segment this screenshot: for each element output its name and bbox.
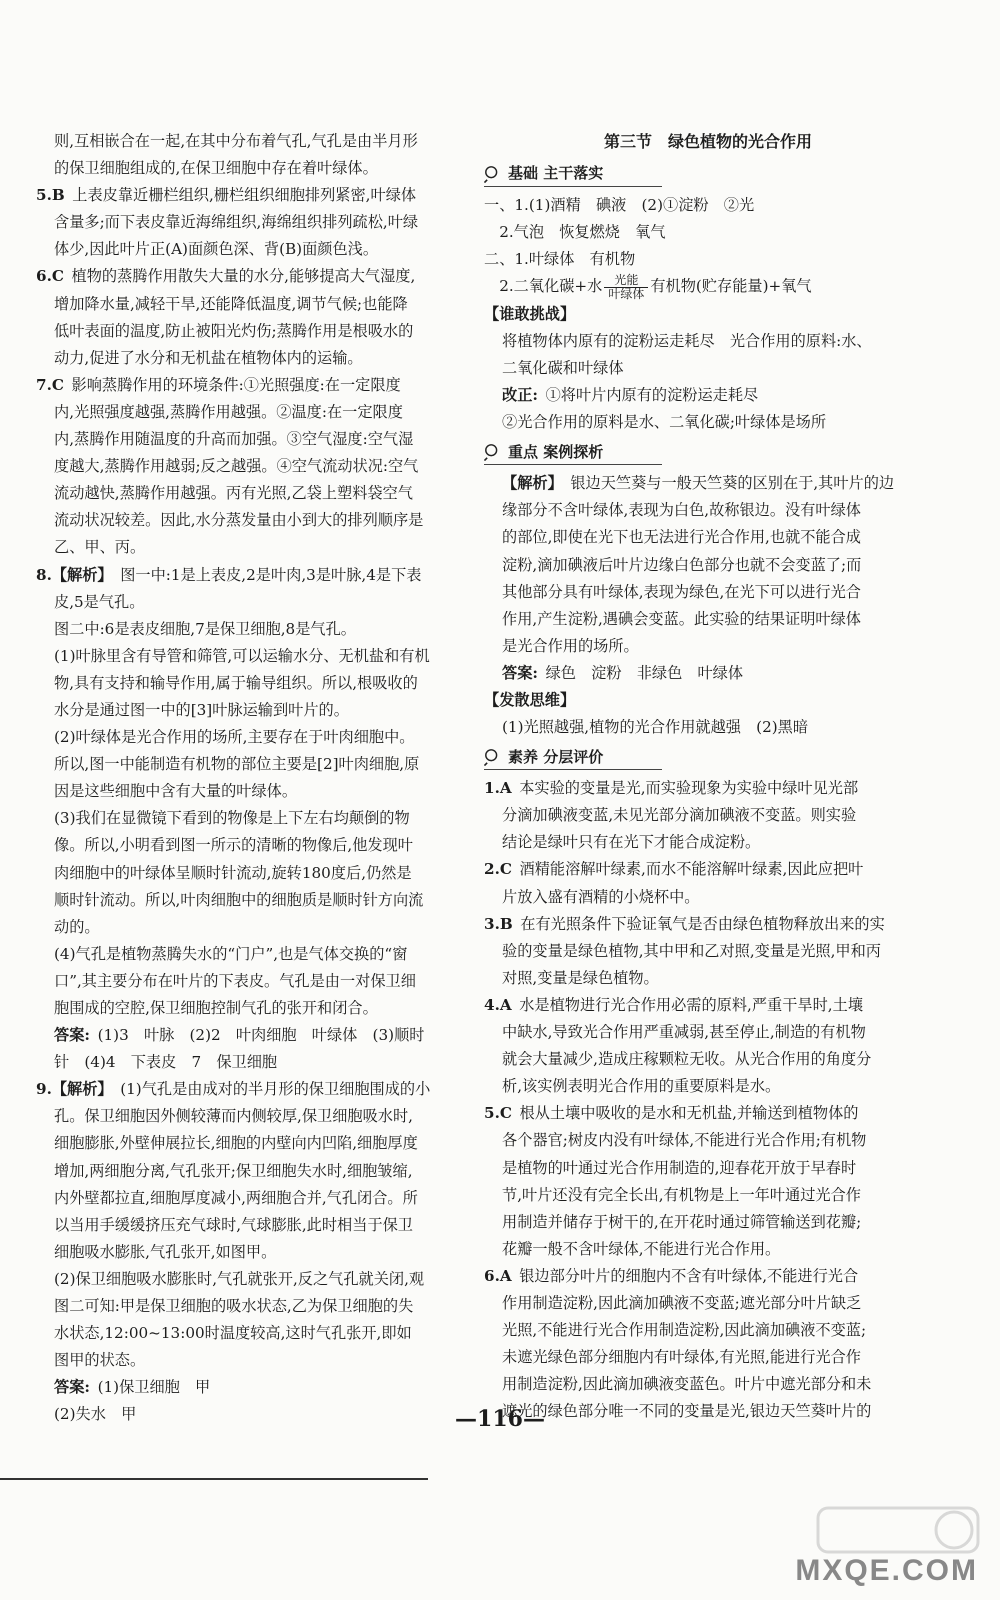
text-line xyxy=(36,1239,468,1266)
line-text: 以当用手缓缓挤压充气球时,气球膨胀,此时相当于保卫 xyxy=(54,1215,413,1234)
line-text: 未遮光绿色部分细胞内有叶绿体,有光照,能进行光合作 xyxy=(502,1348,861,1367)
line-text: 细胞膨胀,外壁伸展拉长,细胞的内壁向内凹陷,细胞厚度 xyxy=(54,1134,418,1153)
text-line xyxy=(36,832,468,859)
text-line xyxy=(36,643,468,670)
line-text: 缘部分不含叶绿体,表现为白色,故称银边。没有叶绿体 xyxy=(502,501,861,520)
text-line xyxy=(484,884,932,911)
line-text: 二氧化碳和叶绿体 xyxy=(502,358,624,377)
text-line xyxy=(36,155,468,182)
line-text: 是植物的叶通过光合作用制造的,迎春花开放于早春时 xyxy=(502,1158,857,1177)
line-text: 结论是绿叶只有在光下才能合成淀粉。 xyxy=(502,833,761,852)
case-analysis xyxy=(484,470,932,687)
diverge-answer: (1)光照越强,植物的光合作用就越强 (2)黑暗 xyxy=(502,718,809,737)
text-line xyxy=(36,1320,468,1347)
basics-answers xyxy=(484,192,932,273)
page-number: —116— xyxy=(455,1406,545,1432)
text-line xyxy=(484,606,932,633)
line-text: 乙、甲、丙。 xyxy=(54,538,146,557)
line-text: 图二中:6是表皮细胞,7是保卫细胞,8是气孔。 xyxy=(54,619,356,638)
text-line xyxy=(36,860,468,887)
answer-tag: 9.【解析】 xyxy=(36,1080,113,1099)
line-text: 图甲的状态。 xyxy=(54,1351,146,1370)
answer-tag: 2.C xyxy=(484,860,512,879)
line-text: 在有光照条件下验证氧气是否由绿色植物释放出来的实 xyxy=(520,914,885,933)
text-line xyxy=(36,968,468,995)
watermark-text: MXQE.COM xyxy=(795,1554,978,1587)
text-line xyxy=(484,497,932,524)
text-line xyxy=(484,965,932,992)
text-line xyxy=(36,1266,468,1293)
line-text: 酒精能溶解叶绿素,而水不能溶解叶绿素,因此应把叶 xyxy=(519,860,864,879)
line-text: 就会大量减少,造成庄稼颗粒无收。从光合作用的角度分 xyxy=(502,1050,872,1069)
text-line xyxy=(36,995,468,1022)
line-text: (2)叶绿体是光合作用的场所,主要存在于叶肉细胞中。 xyxy=(54,728,415,747)
line-text: (2)失水 甲 xyxy=(54,1405,137,1424)
text-line xyxy=(36,778,468,805)
text-line xyxy=(484,1073,932,1100)
text-line xyxy=(36,589,468,616)
line-text: 析,该实例表明光合作用的重要原料是水。 xyxy=(502,1077,781,1096)
answer-tag: 答案: xyxy=(502,663,538,682)
magnifier-icon xyxy=(484,748,502,766)
line-text: 口”,其主要分布在叶片的下表皮。气孔是由一对保卫细 xyxy=(54,971,416,990)
banner-evaluation-label: 素养 分层评价 xyxy=(508,747,604,766)
line-text: 动力,促进了水分和无机盐在植物体内的运输。 xyxy=(54,348,363,367)
text-line xyxy=(36,480,468,507)
left-column xyxy=(36,128,468,1429)
text-line xyxy=(36,1374,468,1401)
text-line xyxy=(36,805,468,832)
text-line xyxy=(36,399,468,426)
text-line xyxy=(484,579,932,606)
text-line xyxy=(36,318,468,345)
text-line xyxy=(36,1022,468,1049)
answer-tag: 6.A xyxy=(484,1266,512,1285)
banner-evaluation xyxy=(484,745,662,770)
text-line xyxy=(484,552,932,579)
text-line xyxy=(484,1155,932,1182)
text-line xyxy=(484,470,932,497)
line-text: 用制造淀粉,因此滴加碘液变蓝色。叶片中遮光部分和未 xyxy=(502,1375,872,1394)
line-text: 对照,变量是绿色植物。 xyxy=(502,968,659,987)
line-text: 体少,因此叶片正(A)面颜色深、背(B)面颜色浅。 xyxy=(54,240,379,259)
equation-condition: $\frac{\text{光能}}{\text{叶绿体}}$ xyxy=(604,274,648,301)
photosynthesis-equation: 2.二氧化碳+水 $\frac{\text{光能}}{\text{叶绿体}}$ 有机物(贮存能量)+氧气 xyxy=(484,272,812,301)
section-title: 第三节 绿色植物的光合作用 xyxy=(603,132,812,151)
text-line xyxy=(484,1236,932,1263)
line-text: 水分是通过图一中的[3]叶脉运输到叶片的。 xyxy=(54,700,349,719)
answer-tag: 5.C xyxy=(484,1104,512,1123)
line-text: 中缺水,导致光合作用严重减弱,甚至停止,制造的有机物 xyxy=(502,1023,866,1042)
answer-tag: 5.B xyxy=(36,186,65,205)
line-text: 遮光的绿色部分唯一不同的变量是光,银边天竺葵叶片的 xyxy=(502,1402,872,1421)
line-text: 光照,不能进行光合作用制造淀粉,因此滴加碘液不变蓝; xyxy=(502,1321,867,1340)
line-text: 用制造并储存于树干的,在开花时通过筛管输送到花瓣; xyxy=(502,1212,862,1231)
right-column xyxy=(484,128,932,1425)
line-text: 的保卫细胞组成的,在保卫细胞中存在着叶绿体。 xyxy=(54,159,378,178)
answer-tag: 改正: xyxy=(502,386,538,405)
line-text: 淀粉,滴加碘液后叶片边缘白色部分也就不会变蓝了;而 xyxy=(502,555,862,574)
text-line xyxy=(484,992,932,1019)
text-line xyxy=(484,829,932,856)
line-text: 银边天竺葵与一般天竺葵的区别在于,其叶片的边 xyxy=(570,474,895,493)
line-text: 内,光照强度越强,蒸腾作用越强。②温度:在一定限度 xyxy=(54,402,403,421)
line-text: 水是植物进行光合作用必需的原料,严重干旱时,土壤 xyxy=(519,995,864,1014)
text-line xyxy=(36,724,468,751)
text-line xyxy=(36,887,468,914)
text-line xyxy=(36,1076,468,1103)
line-text: 分滴加碘液变蓝,未见光部分滴加碘液不变蓝。则实验 xyxy=(502,806,857,825)
line-text: 植物的蒸腾作用散失大量的水分,能够提高大气湿度, xyxy=(71,267,416,286)
diverge-heading: 【发散思维】 xyxy=(484,691,576,709)
text-line xyxy=(36,1049,468,1076)
text-line xyxy=(484,660,932,687)
line-text: 含量多;而下表皮靠近海绵组织,海绵组织排列疏松,叶绿 xyxy=(54,213,419,232)
line-text: 流动越快,蒸腾作用越强。丙有光照,乙袋上塑料袋空气 xyxy=(54,484,413,503)
line-text: (4)气孔是植物蒸腾失水的“门户”,也是气体交换的“窗 xyxy=(54,944,408,963)
line-text: 影响蒸腾作用的环境条件:①光照强度:在一定限度 xyxy=(71,375,401,394)
line-text: 肉细胞中的叶绿体呈顺时针流动,旋转180度后,仍然是 xyxy=(54,863,412,882)
line-text: 作用,产生淀粉,遇碘会变蓝。此实验的结果证明叶绿体 xyxy=(502,609,861,628)
line-text: (1)3 叶脉 (2)2 叶肉细胞 叶绿体 (3)顺时 xyxy=(97,1026,425,1045)
line-text: 作用制造淀粉,因此滴加碘液不变蓝;遮光部分叶片缺乏 xyxy=(502,1293,862,1312)
answer-tag: 1.A xyxy=(484,779,512,798)
answer-tag: 3.B xyxy=(484,914,513,933)
line-text: 验的变量是绿色植物,其中甲和乙对照,变量是光照,甲和丙 xyxy=(502,941,881,960)
line-text: 像。所以,小明看到图一所示的清晰的物像后,他发现叶 xyxy=(54,836,413,855)
answer-tag: 4.A xyxy=(484,995,512,1014)
text-line xyxy=(36,670,468,697)
line-text: 片放入盛有酒精的小烧杯中。 xyxy=(502,887,700,906)
text-line xyxy=(484,524,932,551)
line-text: 上表皮靠近栅栏组织,栅栏组织细胞排列紧密,叶绿体 xyxy=(72,186,417,205)
line-text: 针 (4)4 下表皮 7 保卫细胞 xyxy=(54,1053,278,1072)
line-text: 的部位,即使在光下也无法进行光合作用,也就不能合成 xyxy=(502,528,861,547)
magnifier-icon xyxy=(484,165,502,183)
line-text: (1)气孔是由成对的半月形的保卫细胞围成的小 xyxy=(120,1080,431,1099)
line-text: 细胞吸水膨胀,气孔张开,如图甲。 xyxy=(54,1242,277,1261)
banner-case xyxy=(484,440,662,465)
line-text: (2)保卫细胞吸水膨胀时,气孔就张开,反之气孔就关闭,观 xyxy=(54,1269,425,1288)
text-line xyxy=(36,751,468,778)
text-line xyxy=(36,1293,468,1320)
text-line xyxy=(36,1212,468,1239)
text-line xyxy=(484,1317,932,1344)
text-line xyxy=(36,236,468,263)
text-line xyxy=(36,1347,468,1374)
text-line xyxy=(484,1046,932,1073)
line-text: 将植物体内原有的淀粉运走耗尽 光合作用的原料:水、 xyxy=(502,331,872,350)
text-line xyxy=(484,1182,932,1209)
text-line xyxy=(36,291,468,318)
line-text: 顺时针流动。所以,叶肉细胞中的细胞质是顺时针方向流 xyxy=(54,890,424,909)
text-line xyxy=(36,697,468,724)
line-text: 增加降水量,减轻干旱,还能降低温度,调节气候;也能降 xyxy=(54,294,408,313)
line-text: 图一中:1是上表皮,2是叶肉,3是叶脉,4是下表 xyxy=(120,565,422,584)
text-line xyxy=(484,1019,932,1046)
text-line xyxy=(484,1127,932,1154)
text-line xyxy=(484,1100,932,1127)
line-text: 内外壁都拉直,细胞厚度减小,两细胞合并,气孔闭合。所 xyxy=(54,1188,418,1207)
text-line xyxy=(36,426,468,453)
text-line xyxy=(484,938,932,965)
text-line xyxy=(484,1209,932,1236)
text-line xyxy=(484,1263,932,1290)
line-text: 节,叶片还没有完全长出,有机物是上一年叶通过光合作 xyxy=(502,1185,861,1204)
text-line xyxy=(484,1344,932,1371)
answer-tag: 答案: xyxy=(54,1378,90,1397)
text-line xyxy=(484,328,932,355)
text-line xyxy=(36,914,468,941)
line-text: 动的。 xyxy=(54,917,100,936)
line-text: (1)保卫细胞 甲 xyxy=(97,1378,211,1397)
line-text: 银边部分叶片的细胞内不含有叶绿体,不能进行光合 xyxy=(519,1266,859,1285)
text-line xyxy=(36,616,468,643)
banner-case-label: 重点 案例探析 xyxy=(508,442,604,461)
text-line xyxy=(484,775,932,802)
line-text: 各个器官;树皮内没有叶绿体,不能进行光合作用;有机物 xyxy=(502,1131,867,1150)
banner-basics-label: 基础 主干落实 xyxy=(508,164,604,183)
text-line xyxy=(36,1158,468,1185)
text-line xyxy=(36,1130,468,1157)
line-text: 其他部分具有叶绿体,表现为绿色,在光下可以进行光合 xyxy=(502,582,861,601)
line-text: (1)叶脉里含有导管和筛管,可以运输水分、无机盐和有机 xyxy=(54,646,430,665)
line-text: 因是这些细胞中含有大量的叶绿体。 xyxy=(54,782,297,801)
text-line xyxy=(484,355,932,382)
magnifier-icon xyxy=(484,443,502,461)
text-line xyxy=(484,1371,932,1398)
text-line xyxy=(36,507,468,534)
line-text: (3)我们在显微镜下看到的物像是上下左右均颠倒的物 xyxy=(54,809,410,828)
line-text: 本实验的变量是光,而实验现象为实验中绿叶见光部 xyxy=(519,779,859,798)
line-text: 图二可知:甲是保卫细胞的吸水状态,乙为保卫细胞的失 xyxy=(54,1297,414,1316)
answer-tag: 8.【解析】 xyxy=(36,565,113,584)
text-line xyxy=(36,372,468,399)
answer-tag: 6.C xyxy=(36,267,64,286)
line-text: 低叶表面的温度,防止被阳光灼伤;蒸腾作用是根吸水的 xyxy=(54,321,414,340)
text-line xyxy=(484,382,932,409)
text-line xyxy=(484,1290,932,1317)
line-text: 皮,5是气孔。 xyxy=(54,592,145,611)
line-text: 内,蒸腾作用随温度的升高而加强。③空气湿度:空气湿 xyxy=(54,430,414,449)
line-text: 根从土壤中吸收的是水和无机盐,并输送到植物体的 xyxy=(519,1104,859,1123)
footer-rule xyxy=(0,1478,428,1480)
text-line xyxy=(36,1103,468,1130)
line-text: 孔。保卫细胞因外侧较薄而内侧较厚,保卫细胞吸水时, xyxy=(54,1107,413,1126)
evaluation-answers xyxy=(484,775,932,1425)
answer-tag: 答案: xyxy=(54,1026,90,1045)
challenge-heading: 【谁敢挑战】 xyxy=(484,304,576,323)
text-line xyxy=(484,802,932,829)
challenge-text xyxy=(484,328,932,436)
text-line xyxy=(484,856,932,883)
text-line xyxy=(484,911,932,938)
text-line: 一、1.(1)酒精 碘液 (2)①淀粉 ②光 xyxy=(484,196,755,214)
line-text: 绿色 淀粉 非绿色 叶绿体 xyxy=(545,663,744,682)
line-text: 所以,图一中能制造有机物的部位主要是[2]叶肉细胞,原 xyxy=(54,755,420,774)
answer-tag: 7.C xyxy=(36,375,64,394)
text-line xyxy=(36,182,468,209)
text-line xyxy=(36,534,468,561)
answer-tag: 【解析】 xyxy=(502,474,563,493)
text-line xyxy=(484,409,932,436)
line-text: 水状态,12:00~13:00时温度较高,这时气孔张开,即如 xyxy=(54,1324,412,1343)
line-text: 度越大,蒸腾作用越弱;反之越强。④空气流动状况:空气 xyxy=(54,457,419,476)
line-text: 物,具有支持和输导作用,属于输导组织。所以,根吸收的 xyxy=(54,673,418,692)
line-text: ①将叶片内原有的淀粉运走耗尽 xyxy=(545,386,759,405)
text-line xyxy=(36,209,468,236)
text-line xyxy=(36,941,468,968)
line-text: 则,互相嵌合在一起,在其中分布着气孔,气孔是由半月形 xyxy=(54,132,418,150)
text-line xyxy=(36,263,468,290)
text-line xyxy=(36,453,468,480)
text-line: 2.气泡 恢复燃烧 氧气 xyxy=(484,223,666,242)
line-text: ②光合作用的原料是水、二氧化碳;叶绿体是场所 xyxy=(502,413,827,432)
text-line xyxy=(36,128,468,155)
line-text: 胞围成的空腔,保卫细胞控制气孔的张开和闭合。 xyxy=(54,999,378,1017)
line-text: 是光合作用的场所。 xyxy=(502,636,639,655)
text-line: 二、1.叶绿体 有机物 xyxy=(484,250,636,269)
text-line xyxy=(36,562,468,589)
text-line xyxy=(484,633,932,660)
text-line xyxy=(36,345,468,372)
line-text: 花瓣一般不含叶绿体,不能进行光合作用。 xyxy=(502,1239,781,1258)
text-line xyxy=(36,1185,468,1212)
line-text: 流动状况较差。因此,水分蒸发量由小到大的排列顺序是 xyxy=(54,511,424,530)
banner-basics xyxy=(484,162,662,187)
line-text: 增加,两细胞分离,气孔张开;保卫细胞失水时,细胞皱缩, xyxy=(54,1161,413,1180)
